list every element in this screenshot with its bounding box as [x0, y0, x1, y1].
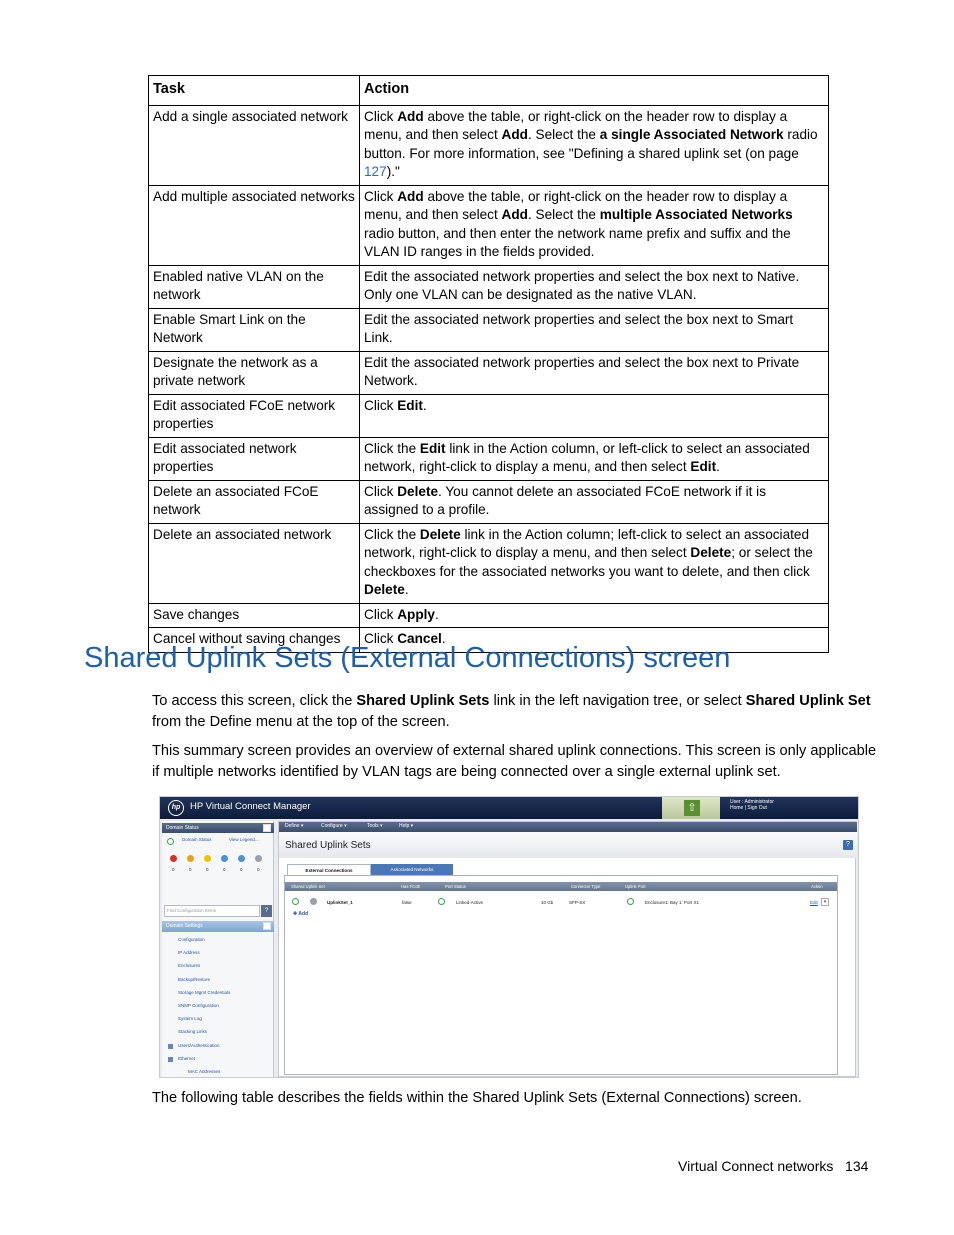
task-cell: Enable Smart Link on the Network: [149, 308, 360, 351]
table-row: [149, 105, 829, 185]
grid-header-row: [285, 882, 837, 891]
action-cell: Click the Edit link in the Action column, or left-click to select an associated network, right-click to display a menu, and then select Edit.: [360, 437, 829, 480]
status-count: 0: [223, 867, 226, 872]
app-title: HP Virtual Connect Manager: [190, 801, 311, 812]
intro-paragraph: To access this screen, click the Shared Uplink Sets link in the left navigation tree, or select Shared Uplink Set from the Define menu at the top of the screen.: [152, 693, 871, 730]
col-has-fcoe[interactable]: Has FCoE: [401, 884, 421, 889]
task-cell: Cancel without saving changes: [149, 628, 360, 653]
uplink-state-icon: [310, 898, 317, 905]
search-icon[interactable]: ?: [261, 905, 272, 917]
nav-item[interactable]: Backup/Restore: [178, 976, 211, 982]
info-icon: [255, 855, 262, 862]
menu-bar: [279, 822, 857, 832]
page-link[interactable]: 127: [364, 164, 387, 179]
down-arrow-icon: [187, 855, 194, 862]
status-count: 0: [240, 867, 243, 872]
x-icon: [170, 855, 177, 862]
nav-item[interactable]: System Log: [178, 1016, 202, 1022]
table-row: [149, 480, 829, 523]
action-cell: Click Edit.: [360, 394, 829, 437]
nav-item[interactable]: SNMP Configuration: [178, 1003, 219, 1008]
page-number: 134: [845, 1158, 869, 1174]
nav-item[interactable]: Storage Mgmt Credentials: [178, 989, 231, 995]
table-row: [149, 437, 829, 480]
task-cell: Enabled native VLAN on the network: [149, 265, 360, 308]
action-cell: Click Cancel.: [360, 628, 829, 653]
user-info: [730, 799, 774, 811]
table-row: [149, 351, 829, 394]
table-header-row: [149, 76, 829, 106]
add-label: Add: [298, 911, 309, 917]
triangle-icon: [221, 855, 228, 862]
expand-icon[interactable]: [168, 1044, 173, 1049]
nav-item[interactable]: MAC Addresses: [188, 1069, 221, 1074]
task-cell: Delete an associated network: [149, 523, 360, 603]
app-header-bar: [160, 797, 858, 819]
summary-paragraph: This summary screen provides an overview of external shared uplink connections. This screen is only applicable if multiple networks identified by VLAN tags are being connected over a single external uplink set.: [152, 743, 877, 780]
hp-logo: hp: [168, 800, 184, 816]
task-action-table: [148, 75, 829, 653]
page-header: [279, 832, 857, 858]
task-cell: Add multiple associated networks: [149, 185, 360, 265]
task-cell: Delete an associated FCoE network: [149, 480, 360, 523]
table-row: [149, 394, 829, 437]
menu-define[interactable]: Define ▾: [285, 823, 304, 829]
domain-settings-header[interactable]: [162, 921, 274, 932]
action-cell: Click the Delete link in the Action column; left-click to select an associated network, right-click to display a menu, and then select Delete; or select the checkboxes for the associated networks you want to delete, and then click Delete.: [360, 523, 829, 603]
col-connector-type[interactable]: Connector Type: [571, 884, 601, 889]
port-status-value: Linked-Active: [456, 900, 484, 905]
nav-item[interactable]: Users/Authentication: [178, 1042, 220, 1048]
task-cell: Save changes: [149, 603, 360, 628]
domain-status-link[interactable]: Domain Status: [182, 837, 212, 842]
col-port-status[interactable]: Port Status: [445, 884, 466, 889]
action-cell: Click Apply.: [360, 603, 829, 628]
nav-item[interactable]: Ethernet: [178, 1055, 196, 1061]
action-cell: Click Add above the table, or right-click on the header row to display a menu, and then select Add. Select the multiple Associated Networks radio button, and then enter the network name prefix and suffix and the VLAN ID ranges in the fields provided.: [360, 185, 829, 265]
domain-settings-label: Domain Settings: [166, 923, 203, 929]
status-count: 0: [257, 867, 260, 872]
task-cell: Designate the network as a private network: [149, 351, 360, 394]
ok-status-icon: [167, 838, 174, 845]
domain-status-label: Domain Status: [166, 825, 199, 831]
ok-status-icon: [438, 898, 445, 905]
connector-type-value: SFP-SX: [569, 900, 586, 905]
uplink-port-value: Enclosure1: Bay 1: Port X1: [645, 900, 700, 905]
table-row: [149, 523, 829, 603]
table-row: [149, 265, 829, 308]
page-footer: [678, 1158, 868, 1174]
action-cell: Edit the associated network properties and select the box next to Private Network.: [360, 351, 829, 394]
view-legend-link[interactable]: View Legend...: [229, 837, 259, 842]
user-line: User : Administrator: [730, 799, 774, 805]
header-task: Task: [149, 76, 360, 106]
col-shared-uplink-set[interactable]: Shared Uplink Set: [291, 884, 325, 889]
nav-search-input[interactable]: Find Configuration Items: [164, 905, 260, 917]
uplink-set-name: UplinkSet_1: [327, 900, 353, 905]
nav-item[interactable]: Configuration: [178, 937, 205, 942]
table-intro-paragraph: The following table describes the fields within the Shared Uplink Sets (External Connections) screen.: [152, 1090, 802, 1106]
left-navigation: [162, 821, 274, 1077]
action-cell: Edit the associated network properties and select the box next to Native. Only one VLAN can be designated as the native VLAN.: [360, 265, 829, 308]
status-count: 0: [172, 867, 175, 872]
edit-link[interactable]: Edit: [810, 900, 818, 905]
add-button[interactable]: [293, 911, 308, 917]
task-cell: Edit associated network properties: [149, 437, 360, 480]
page-title: Shared Uplink Sets: [285, 840, 371, 851]
domain-status-header: [162, 823, 274, 833]
main-pane: [278, 821, 856, 1077]
status-count: 0: [206, 867, 209, 872]
expand-icon[interactable]: [168, 1057, 173, 1062]
collapse-icon[interactable]: [263, 922, 271, 930]
ok-status-icon: [627, 898, 634, 905]
menu-configure[interactable]: Configure ▾: [321, 823, 347, 829]
col-action[interactable]: Action: [811, 884, 823, 889]
home-signout-links[interactable]: Home | Sign Out: [730, 805, 767, 811]
status-count: 0: [189, 867, 192, 872]
row-menu-icon[interactable]: ▾: [821, 898, 829, 906]
ok-status-icon: [292, 898, 299, 905]
plus-icon: ✚: [293, 911, 299, 917]
nav-item[interactable]: IP Address: [178, 950, 200, 956]
header-action: Action: [360, 76, 829, 106]
menu-help[interactable]: Help ▾: [399, 823, 414, 829]
nav-item[interactable]: Enclosures: [178, 963, 201, 969]
nav-item[interactable]: Stacking Links: [178, 1029, 208, 1035]
footer-text: Virtual Connect networks: [678, 1158, 834, 1174]
menu-tools[interactable]: Tools ▾: [367, 823, 383, 829]
home-box[interactable]: [662, 797, 720, 819]
info-icon: [238, 855, 245, 862]
col-uplink-port[interactable]: Uplink Port: [625, 884, 646, 889]
tab-associated-networks[interactable]: Associated Networks: [371, 864, 453, 875]
warning-icon: [204, 855, 211, 862]
has-fcoe-value: false: [402, 900, 412, 905]
tab-external-connections[interactable]: External Connections: [287, 864, 371, 875]
action-cell: Click Add above the table, or right-click on the header row to display a menu, and then select Add. Select the a single Associated Network radio button. For more information, see "Defining a shared uplink set (on page 127).": [360, 105, 829, 185]
action-cell: Click Delete. You cannot delete an associated FCoE network if it is assigned to a profile.: [360, 480, 829, 523]
help-icon[interactable]: ?: [843, 840, 853, 850]
collapse-icon[interactable]: [263, 824, 271, 832]
table-row: [149, 603, 829, 628]
task-cell: Add a single associated network: [149, 105, 360, 185]
section-title: Shared Uplink Sets (External Connections) screen: [84, 642, 731, 674]
home-arrow-icon[interactable]: ⇧: [684, 800, 700, 816]
table-row: [149, 185, 829, 265]
table-row: [149, 308, 829, 351]
task-cell: Edit associated FCoE network properties: [149, 394, 360, 437]
action-cell: Edit the associated network properties and select the box next to Smart Link.: [360, 308, 829, 351]
speed-value: 10 Gb: [541, 900, 554, 905]
vcm-screenshot: [159, 796, 859, 1078]
uplink-sets-grid: [284, 875, 838, 1075]
